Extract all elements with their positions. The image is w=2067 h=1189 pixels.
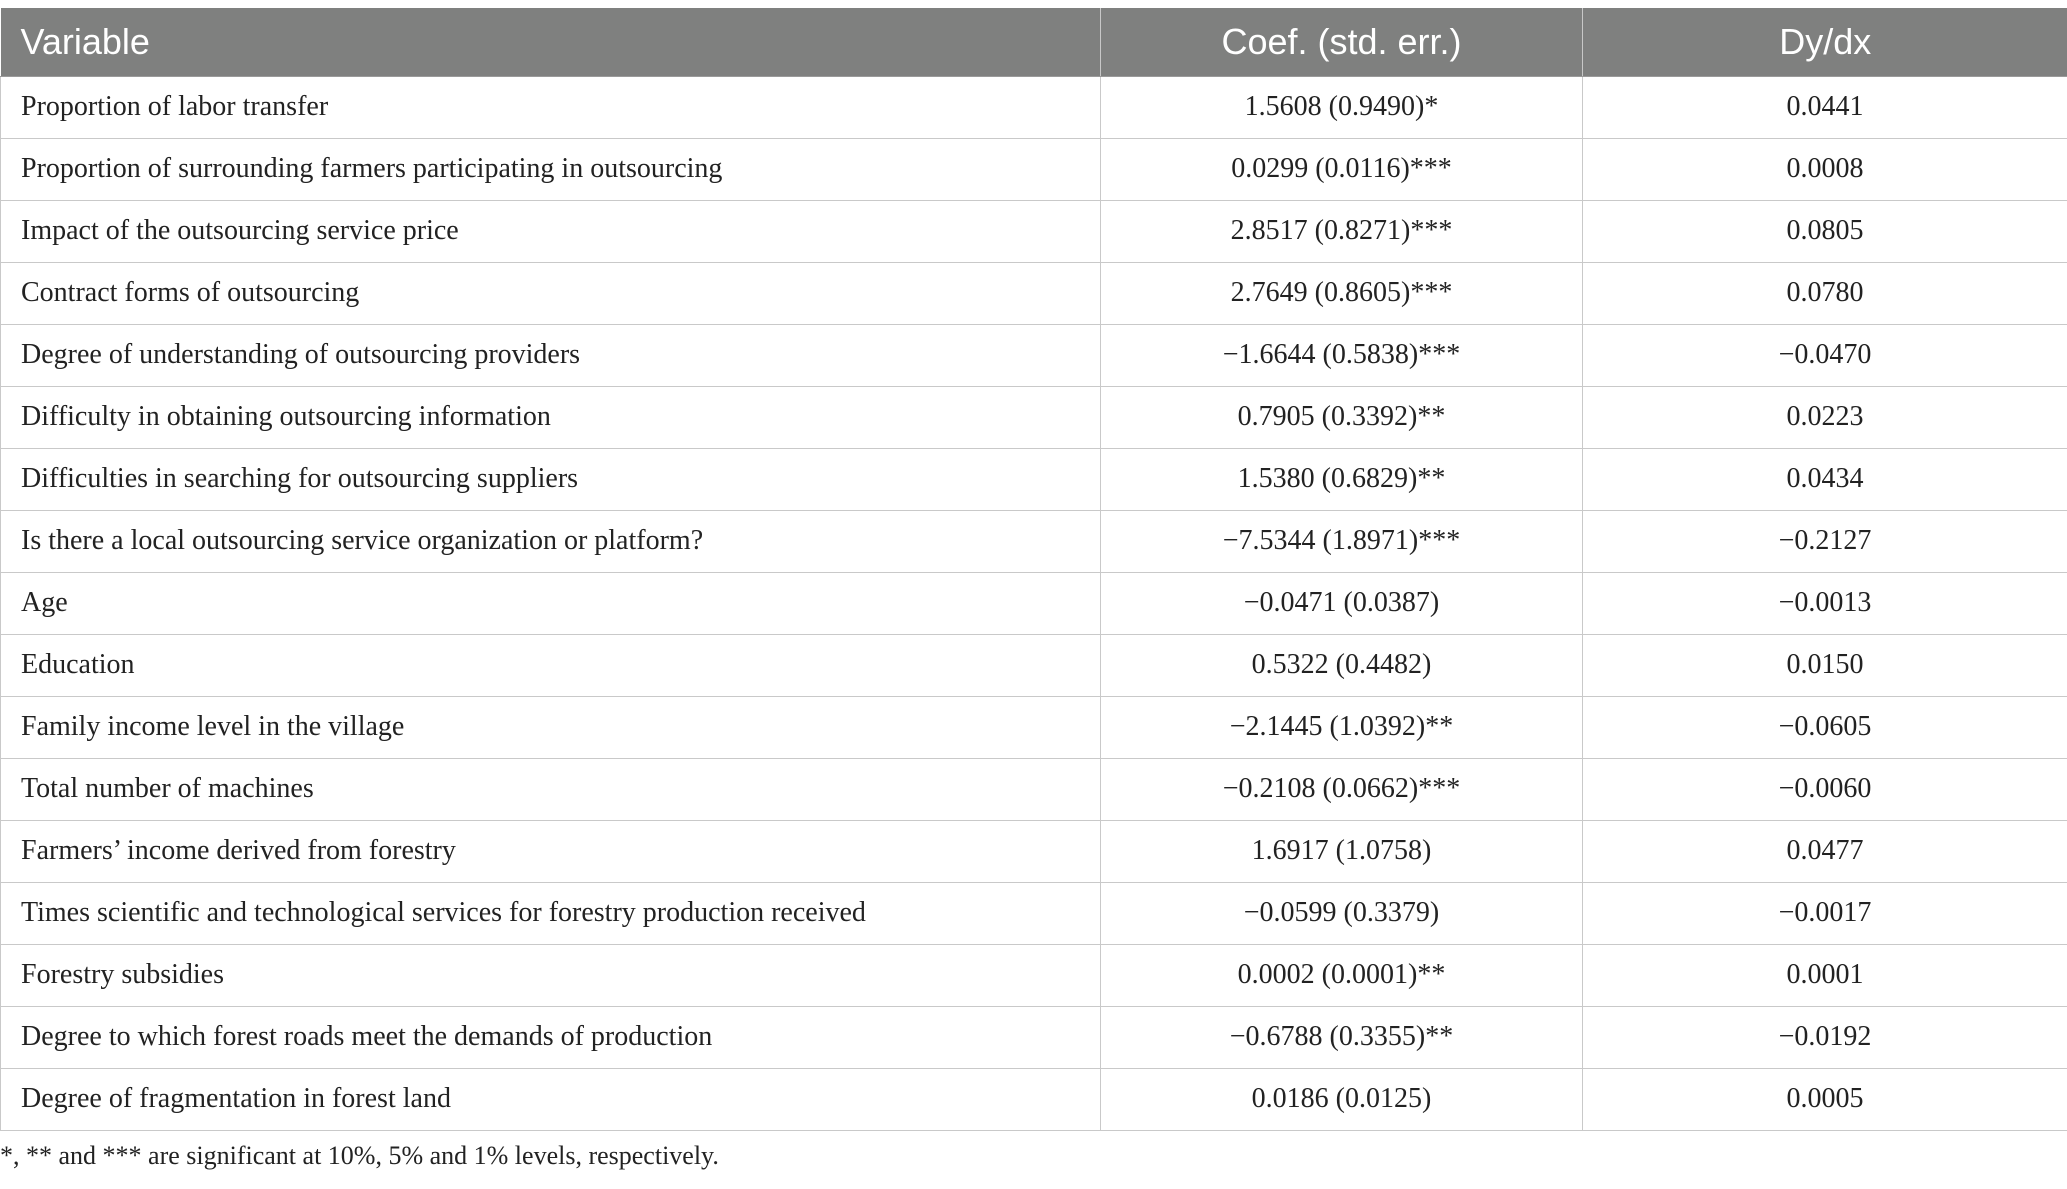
cell-coef: 2.7649 (0.8605)*** xyxy=(1101,262,1583,324)
cell-dydx: 0.0008 xyxy=(1583,138,2067,200)
cell-coef: 2.8517 (0.8271)*** xyxy=(1101,200,1583,262)
header-coef: Coef. (std. err.) xyxy=(1101,8,1583,76)
cell-coef: 0.0299 (0.0116)*** xyxy=(1101,138,1583,200)
cell-dydx: −0.0192 xyxy=(1583,1006,2067,1068)
table-body xyxy=(1,76,2067,1130)
table-row xyxy=(1,572,2067,634)
table-row xyxy=(1,448,2067,510)
header-row xyxy=(1,8,2067,76)
cell-dydx: 0.0001 xyxy=(1583,944,2067,1006)
cell-coef: 0.0186 (0.0125) xyxy=(1101,1068,1583,1130)
cell-variable: Times scientific and technological services for forestry production received xyxy=(1,882,1101,944)
cell-variable: Proportion of surrounding farmers participating in outsourcing xyxy=(1,138,1101,200)
table-row xyxy=(1,882,2067,944)
cell-variable: Contract forms of outsourcing xyxy=(1,262,1101,324)
cell-dydx: −0.0017 xyxy=(1583,882,2067,944)
table-row xyxy=(1,758,2067,820)
cell-variable: Farmers’ income derived from forestry xyxy=(1,820,1101,882)
cell-coef: 1.6917 (1.0758) xyxy=(1101,820,1583,882)
cell-dydx: −0.0060 xyxy=(1583,758,2067,820)
cell-coef: −0.0471 (0.0387) xyxy=(1101,572,1583,634)
cell-coef: 1.5380 (0.6829)** xyxy=(1101,448,1583,510)
table-row xyxy=(1,510,2067,572)
cell-variable: Degree to which forest roads meet the demands of production xyxy=(1,1006,1101,1068)
cell-variable: Total number of machines xyxy=(1,758,1101,820)
table-row xyxy=(1,1068,2067,1130)
cell-dydx: −0.0605 xyxy=(1583,696,2067,758)
cell-variable: Impact of the outsourcing service price xyxy=(1,200,1101,262)
cell-variable: Is there a local outsourcing service organization or platform? xyxy=(1,510,1101,572)
table-row xyxy=(1,138,2067,200)
table-row xyxy=(1,200,2067,262)
cell-variable: Family income level in the village xyxy=(1,696,1101,758)
cell-dydx: 0.0434 xyxy=(1583,448,2067,510)
cell-coef: −0.2108 (0.0662)*** xyxy=(1101,758,1583,820)
table-row xyxy=(1,386,2067,448)
header-variable: Variable xyxy=(1,8,1101,76)
cell-variable: Difficulties in searching for outsourcing suppliers xyxy=(1,448,1101,510)
cell-dydx: 0.0780 xyxy=(1583,262,2067,324)
cell-coef: −7.5344 (1.8971)*** xyxy=(1101,510,1583,572)
cell-variable: Difficulty in obtaining outsourcing information xyxy=(1,386,1101,448)
cell-dydx: 0.0223 xyxy=(1583,386,2067,448)
table-header xyxy=(1,8,2067,76)
cell-variable: Degree of fragmentation in forest land xyxy=(1,1068,1101,1130)
header-dydx: Dy/dx xyxy=(1583,8,2067,76)
cell-dydx: −0.0013 xyxy=(1583,572,2067,634)
cell-coef: 0.7905 (0.3392)** xyxy=(1101,386,1583,448)
cell-coef: 0.5322 (0.4482) xyxy=(1101,634,1583,696)
table-row xyxy=(1,324,2067,386)
cell-coef: 1.5608 (0.9490)* xyxy=(1101,76,1583,138)
table-row xyxy=(1,76,2067,138)
table-row xyxy=(1,634,2067,696)
cell-variable: Age xyxy=(1,572,1101,634)
cell-dydx: −0.2127 xyxy=(1583,510,2067,572)
cell-dydx: 0.0477 xyxy=(1583,820,2067,882)
cell-dydx: −0.0470 xyxy=(1583,324,2067,386)
cell-coef: −0.6788 (0.3355)** xyxy=(1101,1006,1583,1068)
table-row xyxy=(1,944,2067,1006)
cell-coef: −1.6644 (0.5838)*** xyxy=(1101,324,1583,386)
cell-dydx: 0.0805 xyxy=(1583,200,2067,262)
regression-table xyxy=(0,8,2067,1131)
table-footnote: *, ** and *** are significant at 10%, 5% and 1% levels, respectively. xyxy=(0,1141,719,1170)
table-row xyxy=(1,820,2067,882)
cell-coef: −2.1445 (1.0392)** xyxy=(1101,696,1583,758)
cell-variable: Forestry subsidies xyxy=(1,944,1101,1006)
cell-dydx: 0.0005 xyxy=(1583,1068,2067,1130)
cell-variable: Education xyxy=(1,634,1101,696)
regression-table-container xyxy=(0,8,2067,1131)
cell-dydx: 0.0441 xyxy=(1583,76,2067,138)
table-row xyxy=(1,262,2067,324)
cell-variable: Proportion of labor transfer xyxy=(1,76,1101,138)
cell-coef: 0.0002 (0.0001)** xyxy=(1101,944,1583,1006)
cell-coef: −0.0599 (0.3379) xyxy=(1101,882,1583,944)
cell-dydx: 0.0150 xyxy=(1583,634,2067,696)
cell-variable: Degree of understanding of outsourcing providers xyxy=(1,324,1101,386)
table-row xyxy=(1,1006,2067,1068)
table-row xyxy=(1,696,2067,758)
